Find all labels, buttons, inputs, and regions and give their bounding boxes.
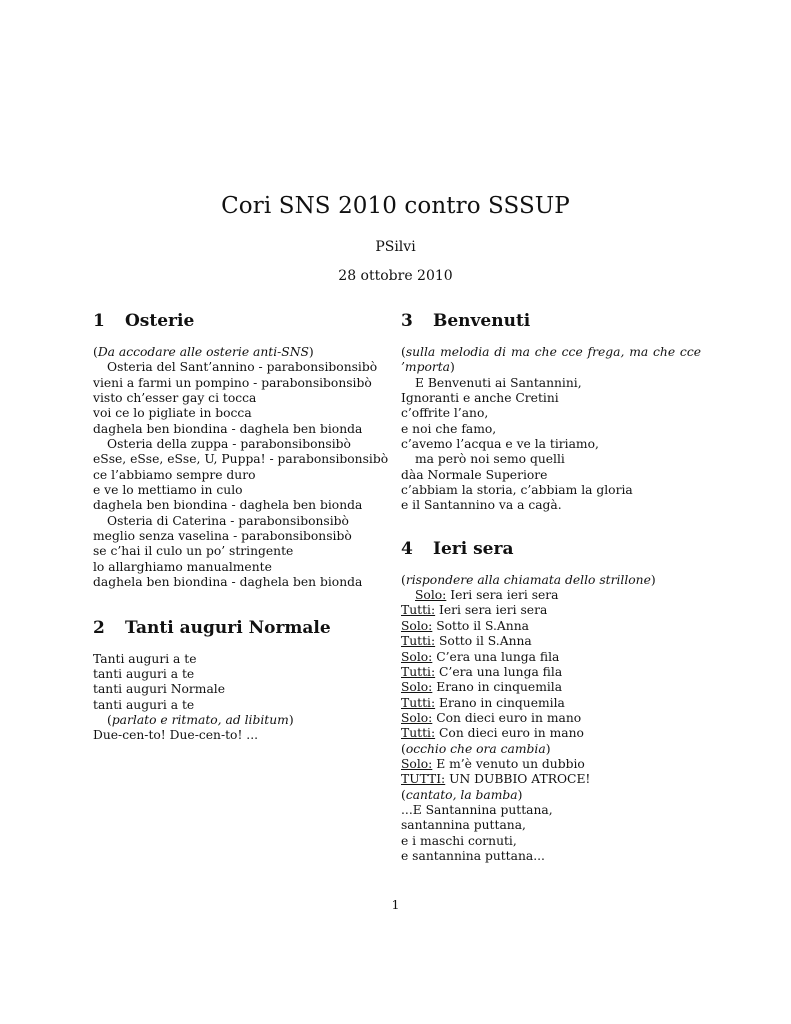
speaker-label: Tutti: [401, 726, 436, 741]
section-title: Tanti auguri Normale [125, 617, 331, 638]
verse-line: dàa Normale Superiore [401, 467, 548, 482]
verse-line: Osteria di Caterina - parabonsibonsibò [107, 513, 349, 528]
speaker-label: Tutti: [401, 695, 436, 710]
section-number: 3 [401, 311, 413, 331]
speaker-label: TUTTI: [401, 772, 446, 787]
verse-line: ...E Santannina puttana, [401, 802, 553, 817]
exchange-text: Con dieci euro in mano [435, 726, 584, 741]
exchange-text: Con dieci euro in mano [432, 710, 582, 725]
section-number: 1 [93, 311, 105, 331]
note-text: Da accodare alle osterie anti-SNS [97, 345, 309, 359]
section-heading [401, 310, 701, 332]
verse-line: c’avemo l’acqua e ve la tiriamo, [401, 437, 599, 452]
section-note: (cantato, la bamba) [401, 787, 523, 802]
exchange-line [401, 772, 701, 787]
verse-line: E Benvenuti ai Santannini, [415, 375, 582, 390]
section-heading [93, 310, 369, 332]
exchange-text: UN DUBBIO ATROCE! [445, 772, 591, 787]
verse-line: meglio senza vaselina - parabonsibonsibò [93, 529, 352, 544]
section-title: Benvenuti [433, 311, 531, 331]
speaker-label: Solo: [401, 649, 433, 664]
section-ieri-sera [401, 538, 701, 865]
verse-line: santannina puttana, [401, 818, 526, 833]
verse-line: daghela ben biondina - daghela ben bionda [93, 575, 363, 590]
verse-line: e i maschi cornuti, [401, 833, 517, 848]
verse-line: vieni a farmi un pompino - parabonsibonsibò [93, 375, 372, 390]
exchange-line [401, 757, 701, 772]
verse-line: e ve lo mettiamo in culo [93, 483, 243, 498]
exchange-line [401, 603, 701, 618]
exchange-line [401, 588, 701, 603]
section-title: Osterie [125, 311, 195, 331]
section-number: 4 [401, 538, 413, 559]
page-number: 1 [391, 897, 400, 912]
exchange-line [401, 650, 701, 665]
verse-line: e il Santannino va a cagà. [401, 498, 562, 513]
section-number: 2 [93, 617, 105, 638]
speaker-label: Tutti: [401, 634, 436, 649]
verse-line: e santannina puttana... [401, 848, 545, 863]
verse-line: tanti auguri Normale [93, 682, 225, 697]
section-heading [401, 538, 701, 560]
exchange-text: Sotto il S.Anna [432, 618, 529, 633]
note-text: cantato, la bamba [405, 787, 518, 802]
exchange-line [401, 665, 701, 680]
exchange-text: C’era una lunga fila [432, 649, 560, 664]
verse-line: ce l’abbiamo sempre duro [93, 467, 256, 482]
speaker-label: Solo: [401, 618, 433, 633]
section-note: (occhio che ora cambia) [401, 741, 551, 756]
verse-line: eSse, eSse, eSse, U, Puppa! - parabonsibonsibò [93, 452, 389, 467]
exchange-line [401, 726, 701, 741]
verse-line: tanti auguri a te [93, 697, 195, 712]
verse-line: Tanti auguri a te [93, 651, 197, 666]
verse-line: Osteria della zuppa - parabonsibonsibò [107, 437, 351, 452]
note-text: parlato e ritmato, ad libitum [111, 712, 289, 727]
speaker-label: Tutti: [401, 664, 436, 679]
speaker-label: Solo: [401, 710, 433, 725]
verse-line: Due-cen-to! Due-cen-to! ... [93, 728, 259, 743]
verse-line: c’abbiam la storia, c’abbiam la gloria [401, 483, 633, 498]
section-osterie [93, 310, 389, 591]
speaker-label: Solo: [401, 756, 433, 771]
exchange-text: Erano in cinquemila [432, 680, 563, 695]
section-note: (parlato e ritmato, ad libitum) [107, 712, 294, 727]
paren-close: ) [308, 345, 314, 359]
note-text: rispondere alla chiamata dello strillone [405, 572, 651, 587]
verse-line: ma però noi semo quelli [415, 452, 565, 467]
section-note: (rispondere alla chiamata dello strillone) [401, 572, 656, 587]
verse-line: tanti auguri a te [93, 666, 195, 681]
exchange-line [401, 711, 701, 726]
paren-open: ( [93, 345, 98, 359]
exchange-text: Erano in cinquemila [435, 695, 565, 710]
verse-line: c’offrite l’ano, [401, 406, 489, 421]
verse-line: e noi che famo, [401, 421, 497, 436]
exchange-line [401, 696, 701, 711]
section-benvenuti [401, 310, 701, 514]
exchange-text: Ieri sera ieri sera [446, 588, 559, 603]
verse-line: Osteria del Sant’annino - parabonsibonsibò [107, 360, 378, 375]
right-column [401, 310, 701, 886]
exchange-line [401, 634, 701, 649]
note-text: occhio che ora cambia [405, 741, 546, 756]
exchange-text: Sotto il S.Anna [435, 634, 532, 649]
verse-line: Ignoranti e anche Cretini [401, 391, 559, 406]
exchange-line [401, 680, 701, 695]
speaker-label: Solo: [401, 680, 433, 695]
document-author: PSilvi [375, 239, 416, 255]
speaker-label: Tutti: [401, 603, 436, 618]
section-title: Ieri sera [433, 538, 514, 559]
verse-line: daghela ben biondina - daghela ben bionda [93, 498, 363, 513]
section-note: (sulla melodia di ma che cce frega, ma che cce ’mporta) [401, 345, 701, 375]
verse-line: daghela ben biondina - daghela ben bionda [93, 421, 363, 436]
verse-line: voi ce lo pigliate in bocca [93, 406, 252, 421]
section-note [93, 345, 369, 360]
note-text: sulla melodia di ma che cce frega, ma che cce ’mporta [401, 345, 701, 375]
exchange-text: Ieri sera ieri sera [435, 603, 548, 618]
document-date: 28 ottobre 2010 [338, 268, 453, 284]
exchange-text: E m’è venuto un dubbio [432, 756, 585, 771]
exchange-text: C’era una lunga fila [435, 664, 563, 679]
verse-line: se c’hai il culo un po’ stringente [93, 544, 294, 559]
document-title: Cori SNS 2010 contro SSSUP [221, 193, 570, 219]
verse-line: lo allarghiamo manualmente [93, 559, 272, 574]
verse-line: visto ch’esser gay ci tocca [93, 391, 257, 406]
speaker-label: Solo: [415, 588, 447, 603]
exchange-line [401, 619, 701, 634]
section-tanti-auguri [93, 617, 369, 744]
section-heading [93, 617, 369, 639]
left-column [93, 310, 389, 766]
